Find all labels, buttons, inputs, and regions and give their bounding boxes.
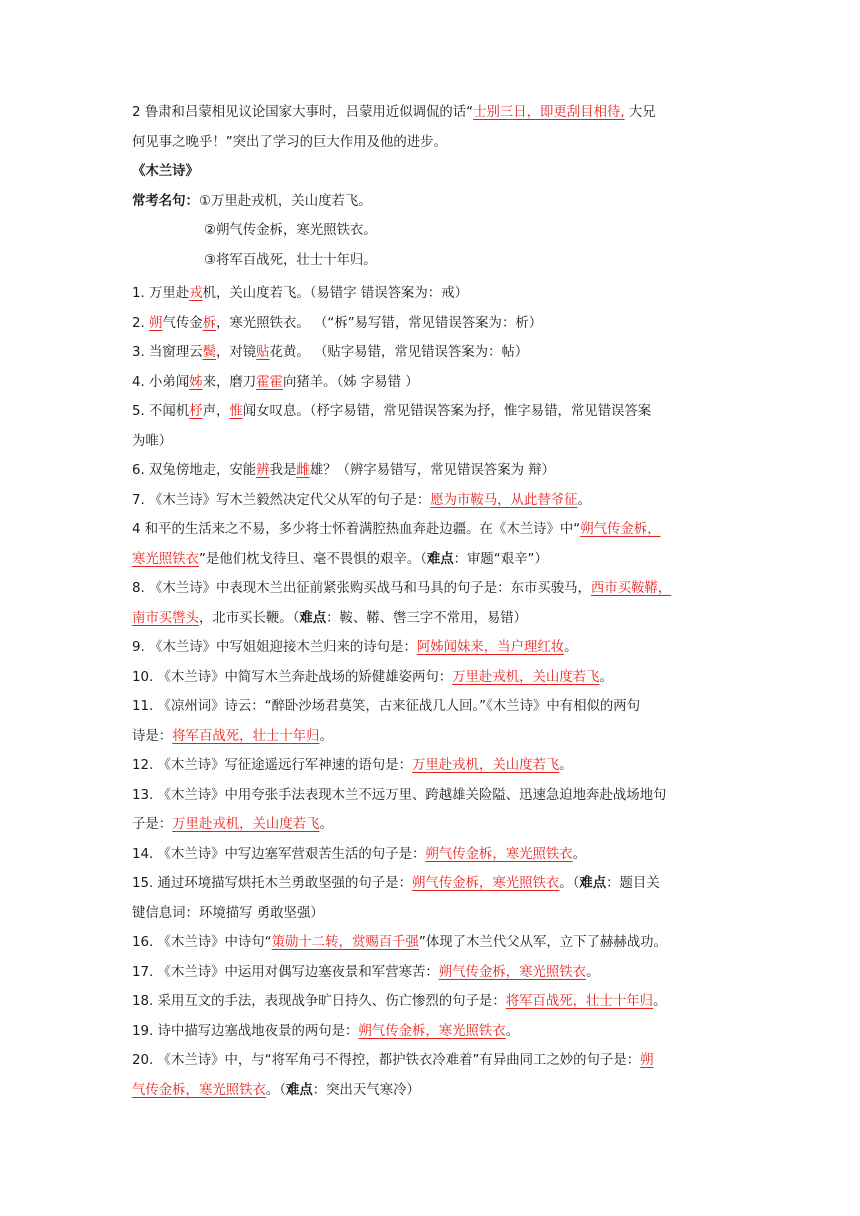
text-segment: ：鞍、鞯、辔三字不常用，易错） — [326, 610, 528, 626]
text-segment: ②朔气传金柝，寒光照铁衣。 — [204, 223, 377, 238]
text-segment: 机，关山度若飞。（易错字 错误答案为：戒） — [202, 286, 468, 301]
text-line — [132, 987, 732, 1017]
text-line — [132, 1017, 732, 1047]
text-line — [132, 574, 732, 604]
text-segment: 诗是： — [132, 728, 173, 744]
text-segment: ，北市买长鞭。（ — [198, 610, 300, 626]
text-segment: 我是 — [269, 463, 297, 478]
answer-text: 寒光照铁衣 — [132, 551, 199, 567]
bold-label: 难点 — [426, 551, 454, 567]
text-segment: 键信息词：环境描写 勇敢坚强） — [132, 905, 324, 921]
answer-text: 辨 — [256, 463, 270, 478]
text-line — [132, 751, 732, 781]
document-body — [132, 98, 732, 1105]
text-segment: 。 — [572, 846, 587, 862]
text-line — [132, 187, 732, 217]
answer-text: 朔气传金柝，寒光照铁衣 — [438, 964, 587, 980]
text-line — [132, 427, 732, 457]
text-segment: 。 — [586, 964, 600, 980]
answer-text: 朔 — [149, 315, 163, 331]
text-line — [132, 128, 732, 158]
answer-text: 将军百战死，壮士十年归 — [172, 728, 320, 744]
text-segment: 4 和平的生活来之不易，多少将士怀着满腔热血奔赴边疆。在《木兰诗》中“ — [132, 522, 581, 537]
bold-label: 常考名句： — [132, 193, 199, 209]
text-segment: 20. 《木兰诗》中，与“将军角弓不得控，都护铁衣冷难着”有异曲同工之妙的句子是： — [132, 1053, 641, 1068]
text-segment: 6. 双兔傍地走，安能 — [132, 463, 257, 478]
answer-text: 策勋十二转，赏赐百千强 — [271, 935, 419, 950]
text-line — [132, 781, 732, 811]
answer-text: 万里赴戎机，关山度若飞 — [452, 669, 600, 685]
text-segment: 花黄。 （贴字易错，常见错误答案为：帖） — [269, 345, 529, 360]
text-line — [132, 1046, 732, 1076]
text-segment: 11. 《凉州词》诗云：“醉卧沙场君莫笑，古来征战几人回。”《木兰诗》中有相似的两句 — [132, 699, 641, 714]
text-line — [132, 486, 732, 516]
text-line — [132, 869, 732, 899]
answer-text: 愿为市鞍马，从此替爷征 — [430, 492, 578, 508]
text-line — [132, 368, 732, 398]
answer-text: 气传金柝，寒光照铁衣 — [132, 1082, 266, 1098]
text-segment: 气传金 — [162, 315, 203, 331]
answer-text: 将军百战死，壮士十年归 — [505, 994, 654, 1009]
text-segment: 16. 《木兰诗》中诗句“ — [132, 935, 272, 950]
text-segment: 15. 通过环境描写烘托木兰勇敢坚强的句子是： — [132, 876, 412, 891]
text-segment: 大兄 — [624, 105, 656, 120]
answer-text: 朔 — [640, 1053, 654, 1068]
text-segment: ，寒光照铁衣。 （“柝”易写错，常见错误答案为：析） — [216, 315, 543, 331]
text-segment: 9. 《木兰诗》中写姐姐迎接木兰归来的诗句是： — [132, 640, 417, 655]
text-segment: 子是： — [132, 817, 173, 832]
text-segment: 14. 《木兰诗》中写边塞军营艰苦生活的句子是： — [132, 846, 426, 862]
text-segment: 2. — [132, 315, 150, 331]
text-segment: 3. 当窗理云 — [132, 345, 203, 360]
text-segment: 19. 诗中描写边塞战地夜景的两句是： — [132, 1023, 359, 1039]
text-line — [132, 397, 732, 427]
text-segment: 。 — [564, 640, 578, 655]
text-line — [132, 633, 732, 663]
bold-label: 难点 — [579, 876, 607, 891]
answer-text: 姊 — [189, 374, 203, 390]
text-segment: ③将军百战死，壮士十年归。 — [204, 252, 377, 268]
text-segment: 5. 不闻机 — [132, 404, 190, 419]
text-segment: ”是他们枕戈待旦、毫不畏惧的艰辛。（ — [198, 551, 427, 567]
answer-text: 杼 — [189, 404, 203, 419]
text-line — [132, 98, 732, 128]
text-line — [132, 338, 732, 368]
text-line — [132, 309, 732, 339]
text-segment: ：审题“艰辛”） — [453, 551, 548, 567]
answer-text: 南市买辔头 — [132, 610, 199, 626]
answer-text: 朔气传金柝，寒光照铁衣 — [358, 1023, 506, 1039]
text-line — [132, 545, 732, 575]
text-line — [132, 810, 732, 840]
text-segment: 8. 《木兰诗》中表现木兰出征前紧张购买战马和马具的句子是：东市买骏马， — [132, 581, 591, 596]
text-segment: 4. 小弟闻 — [132, 374, 190, 390]
answer-text: 朔气传金柝，寒光照铁衣 — [425, 846, 573, 862]
answer-text: 阿姊闻妹来，当户理红妆 — [416, 640, 565, 655]
text-line — [132, 958, 732, 988]
text-segment: 来，磨刀 — [202, 374, 257, 390]
text-line — [132, 692, 732, 722]
text-segment: 1. 万里赴 — [132, 286, 190, 301]
text-segment: ①万里赴戎机，关山度若飞。 — [198, 193, 372, 209]
bold-label: 《木兰诗》 — [132, 164, 199, 179]
answer-text: 雌 — [296, 463, 310, 478]
answer-text: 万里赴戎机，关山度若飞 — [172, 817, 320, 832]
answer-text: 万里赴戎机，关山度若飞 — [411, 758, 560, 773]
text-segment: 10. 《木兰诗》中简写木兰奔赴战场的矫健雄姿两句： — [132, 669, 453, 685]
text-line — [132, 157, 732, 187]
answer-text: 士别三日，即更刮目相待, — [473, 105, 625, 120]
text-line — [132, 928, 732, 958]
text-segment: 雄？（辨字易错写，常见错误答案为 辩） — [309, 463, 556, 478]
text-segment: 7. 《木兰诗》写木兰毅然决定代父从军的句子是： — [132, 492, 431, 508]
text-line — [132, 899, 732, 929]
text-line — [132, 1076, 732, 1106]
bold-label: 难点 — [299, 610, 327, 626]
answer-text: 戎 — [189, 286, 203, 301]
text-segment: ：突出天气寒冷） — [312, 1082, 420, 1098]
answer-text: 西市买鞍鞯， — [590, 581, 672, 596]
text-segment: ”体现了木兰代父从军，立下了赫赫战功。 — [418, 935, 667, 950]
text-line — [132, 456, 732, 486]
answer-text: 贴 — [256, 345, 270, 360]
text-segment: ，对镜 — [216, 345, 257, 360]
text-line — [132, 515, 732, 545]
text-segment: 向猪羊。（姊 字易错 ） — [282, 374, 419, 390]
text-segment: 。 — [505, 1023, 520, 1039]
text-segment: 13. 《木兰诗》中用夸张手法表现木兰不远万里、跨越雄关险隘、迅速急迫地奔赴战场地句 — [132, 787, 667, 803]
answer-text: 柝 — [202, 315, 216, 331]
text-segment: 。 — [319, 728, 333, 744]
text-segment: 17. 《木兰诗》中运用对偶写边塞夜景和军营寒苦： — [132, 964, 439, 980]
text-segment: 为唯） — [132, 433, 173, 449]
bold-label: 难点 — [286, 1082, 313, 1098]
text-segment: 声， — [202, 404, 230, 419]
text-line — [132, 279, 732, 309]
text-line — [132, 722, 732, 752]
text-segment: 2 鲁肃和吕蒙相见议论国家大事时，吕蒙用近似调侃的话“ — [132, 105, 474, 120]
text-segment: ：题目关 — [606, 876, 660, 891]
text-line — [132, 604, 732, 634]
text-line — [132, 246, 732, 276]
answer-text: 霍霍 — [256, 374, 283, 390]
text-segment: 。 — [319, 817, 333, 832]
text-line — [132, 663, 732, 693]
text-segment: 闻女叹息。（杼字易错，常见错误答案为抒，惟字易错，常见错误答案 — [242, 404, 652, 419]
text-segment: 。（ — [265, 1082, 286, 1098]
text-segment: 。 — [577, 492, 591, 508]
text-segment: 18. 采用互文的手法，表现战争旷日持久、伤亡惨烈的句子是： — [132, 994, 506, 1009]
answer-text: 朔气传金柝，寒光照铁衣 — [411, 876, 560, 891]
text-segment: 。 — [653, 994, 667, 1009]
answer-text: 惟 — [229, 404, 243, 419]
text-segment: 。（ — [559, 876, 580, 891]
text-segment: 何见事之晚乎！”突出了学习的巨大作用及他的进步。 — [132, 134, 447, 150]
answer-text: 鬓 — [202, 345, 216, 360]
answer-text: 朔气传金柝， — [580, 522, 661, 537]
text-line — [132, 216, 732, 246]
text-segment: 。 — [599, 669, 613, 685]
text-segment: 12. 《木兰诗》写征途遥远行军神速的语句是： — [132, 758, 412, 773]
text-line — [132, 840, 732, 870]
text-segment: 。 — [559, 758, 573, 773]
